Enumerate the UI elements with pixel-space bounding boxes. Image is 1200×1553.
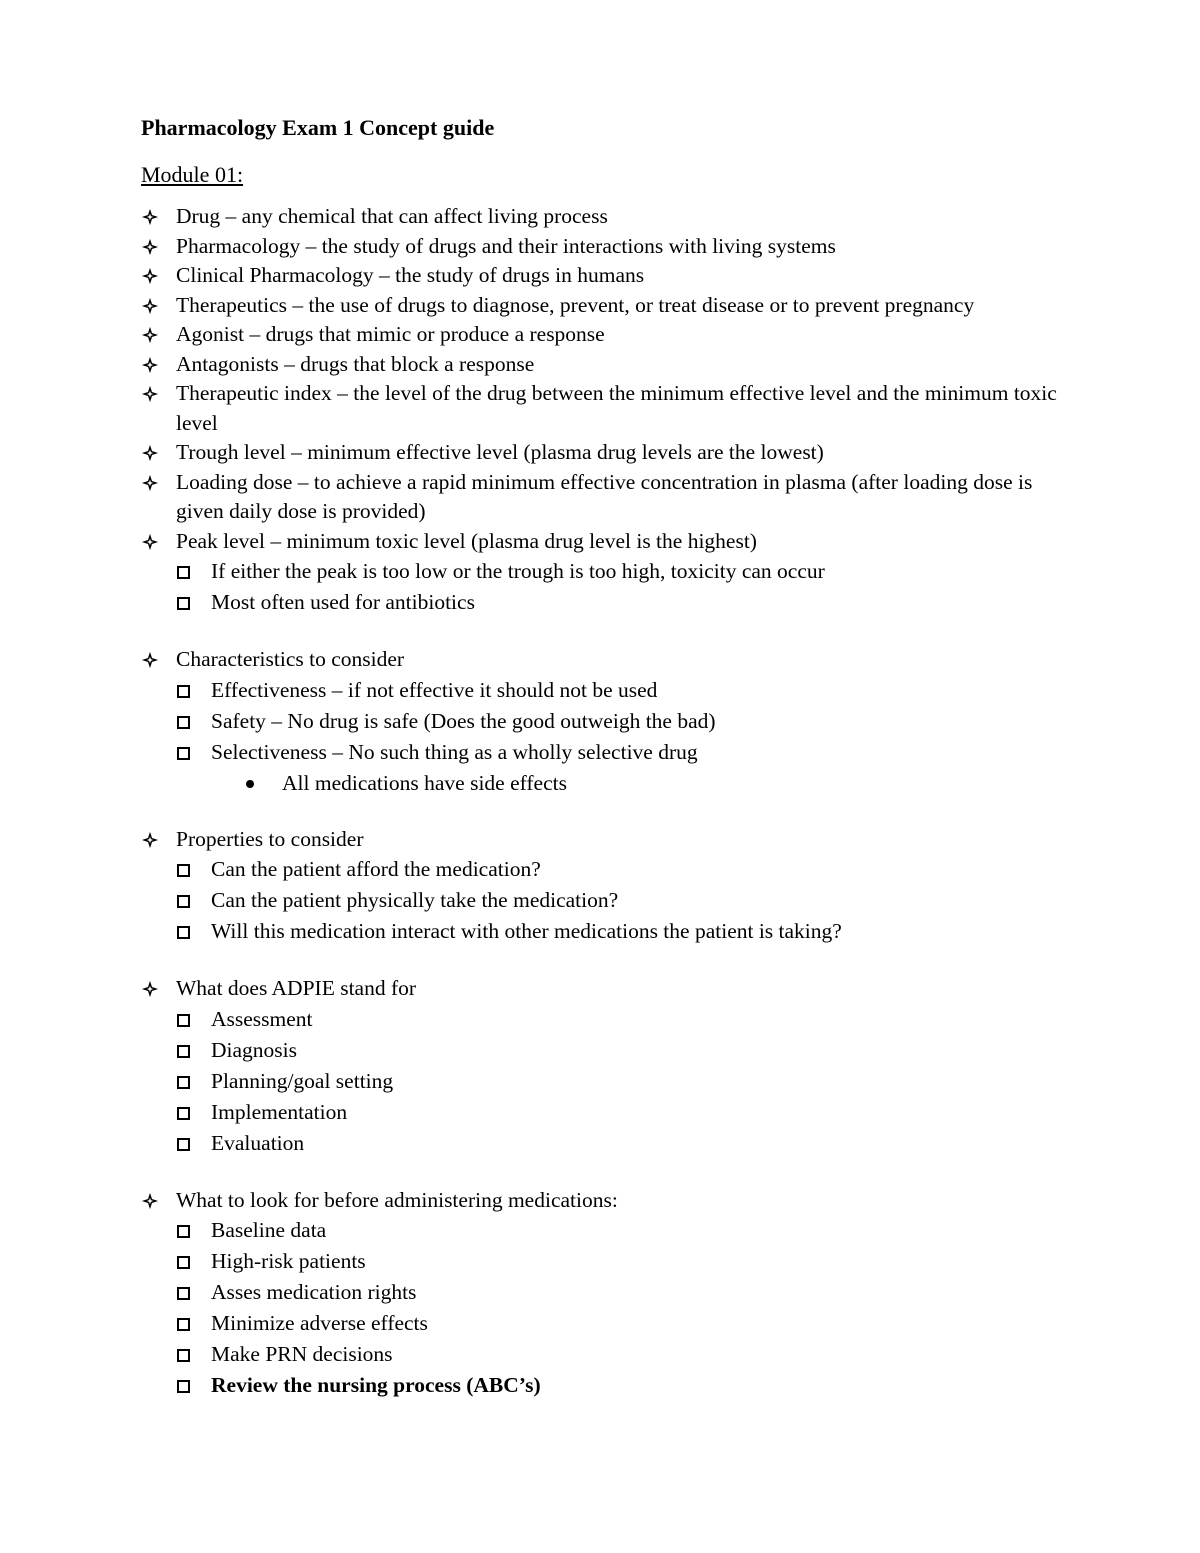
characteristics-section: [141, 645, 1081, 798]
sub-list-item: [141, 556, 1081, 587]
properties-section: [141, 825, 1081, 948]
sub-list-item: [141, 1097, 1081, 1128]
definition-text: Drug – any chemical that can affect living process: [176, 204, 608, 228]
list-item: [141, 468, 1081, 527]
sub-item-text: High-risk patients: [211, 1249, 366, 1273]
module-heading: Module 01:: [141, 162, 244, 187]
sub-item-text: Minimize adverse effects: [211, 1311, 428, 1335]
definitions-list: [141, 202, 1081, 618]
list-item: [141, 350, 1081, 380]
diamond-bullet-icon: [141, 202, 176, 232]
sub-sub-item-text: All medications have side effects: [282, 770, 567, 795]
section-heading-item: [141, 645, 1081, 675]
diamond-bullet-icon: [141, 320, 176, 350]
square-bullet-icon: [176, 1370, 211, 1401]
list-item: [141, 202, 1081, 232]
square-bullet-icon: [176, 854, 211, 885]
document-title: Pharmacology Exam 1 Concept guide: [141, 115, 495, 140]
adpie-section: [141, 974, 1081, 1159]
sub-item-text: Safety – No drug is safe (Does the good outweigh the bad): [211, 708, 716, 733]
list-item: [141, 291, 1081, 321]
square-bullet-icon: [176, 1004, 211, 1035]
sub-list-item: [141, 1215, 1081, 1246]
sub-list-item: [141, 675, 1081, 706]
sub-item-text: Most often used for antibiotics: [211, 590, 475, 614]
sub-item-text: Assessment: [211, 1006, 313, 1031]
sub-list-item: [141, 916, 1081, 947]
diamond-bullet-icon: [141, 350, 176, 380]
square-bullet-icon: [176, 916, 211, 947]
definition-text: Therapeutics – the use of drugs to diagnose, prevent, or treat disease or to prevent pregnancy: [176, 292, 975, 317]
sub-item-text: Make PRN decisions: [211, 1342, 393, 1366]
diamond-bullet-icon: [141, 468, 176, 498]
square-bullet-icon: [176, 1277, 211, 1308]
section-heading: What to look for before administering medications:: [176, 1187, 618, 1212]
definition-text: Pharmacology – the study of drugs and their interactions with living systems: [176, 233, 836, 258]
sub-list-item: [141, 1128, 1081, 1159]
sub-list-item: [141, 854, 1081, 885]
diamond-bullet-icon: [141, 645, 176, 675]
square-bullet-icon: [176, 587, 211, 618]
diamond-bullet-icon: [141, 438, 176, 468]
square-bullet-icon: [176, 556, 211, 587]
definition-text: Therapeutic index – the level of the drug between the minimum effective level and the minimum toxic level: [176, 381, 1057, 435]
square-bullet-icon: [176, 1035, 211, 1066]
list-item: [141, 527, 1081, 557]
sub-sub-list-item: [141, 768, 1081, 798]
definition-text: Peak level – minimum toxic level (plasma drug level is the highest): [176, 528, 757, 553]
list-item: [141, 232, 1081, 262]
list-item: [141, 379, 1081, 438]
square-bullet-icon: [176, 1215, 211, 1246]
sub-list-item: [141, 1035, 1081, 1066]
sub-list-item: [141, 1066, 1081, 1097]
sub-item-text: Asses medication rights: [211, 1280, 417, 1304]
bold-sub-item-text: Review the nursing process (ABC’s): [211, 1373, 541, 1397]
diamond-bullet-icon: [141, 261, 176, 291]
document-body: [141, 202, 1081, 1428]
square-bullet-icon: [176, 737, 211, 768]
sub-list-item: [141, 885, 1081, 916]
sub-item-text: Baseline data: [211, 1218, 327, 1242]
sub-item-text: Can the patient physically take the medication?: [211, 888, 619, 912]
definition-text: Antagonists – drugs that block a response: [176, 351, 535, 376]
sub-list-item: [141, 1246, 1081, 1277]
sub-item-text: Selectiveness – No such thing as a wholly selective drug: [211, 739, 698, 764]
sub-list-item: [141, 737, 1081, 768]
sub-item-text: Diagnosis: [211, 1037, 297, 1062]
list-item: [141, 320, 1081, 350]
sub-item-text: Will this medication interact with other medications the patient is taking?: [211, 919, 842, 943]
list-item: [141, 438, 1081, 468]
sub-item-text: Evaluation: [211, 1130, 305, 1155]
sub-list-item: [141, 587, 1081, 618]
sub-list-item: [141, 1308, 1081, 1339]
definition-text: Clinical Pharmacology – the study of drugs in humans: [176, 263, 645, 287]
section-heading: Characteristics to consider: [176, 647, 405, 671]
definition-text: Trough level – minimum effective level (plasma drug levels are the lowest): [176, 440, 824, 464]
sub-item-text: If either the peak is too low or the trough is too high, toxicity can occur: [211, 559, 825, 583]
square-bullet-icon: [176, 1308, 211, 1339]
diamond-bullet-icon: [141, 232, 176, 262]
sub-list-item: [141, 1370, 1081, 1401]
square-bullet-icon: [176, 1339, 211, 1370]
sub-list-item: [141, 1277, 1081, 1308]
diamond-bullet-icon: [141, 379, 176, 409]
diamond-bullet-icon: [141, 1186, 176, 1216]
diamond-bullet-icon: [141, 527, 176, 557]
square-bullet-icon: [176, 706, 211, 737]
sub-item-text: Effectiveness – if not effective it should not be used: [211, 677, 658, 702]
section-heading-item: [141, 974, 1081, 1004]
sub-item-text: Planning/goal setting: [211, 1068, 394, 1093]
before-administering-section: [141, 1186, 1081, 1402]
square-bullet-icon: [176, 1066, 211, 1097]
diamond-bullet-icon: [141, 825, 176, 855]
square-bullet-icon: [176, 1246, 211, 1277]
sub-list-item: [141, 1339, 1081, 1370]
definition-text: Loading dose – to achieve a rapid minimum effective concentration in plasma (after loading dose is given daily dose is provided): [176, 469, 1033, 523]
square-bullet-icon: [176, 1097, 211, 1128]
section-heading: Properties to consider: [176, 826, 364, 851]
section-heading-item: [141, 1186, 1081, 1216]
definition-text: Agonist – drugs that mimic or produce a response: [176, 322, 605, 346]
dot-bullet-icon: [244, 768, 282, 798]
sub-item-text: Can the patient afford the medication?: [211, 857, 541, 881]
section-heading: What does ADPIE stand for: [176, 976, 417, 1000]
sub-list-item: [141, 706, 1081, 737]
square-bullet-icon: [176, 675, 211, 706]
diamond-bullet-icon: [141, 291, 176, 321]
list-item: [141, 261, 1081, 291]
sub-list-item: [141, 1004, 1081, 1035]
sub-item-text: Implementation: [211, 1099, 348, 1124]
square-bullet-icon: [176, 1128, 211, 1159]
square-bullet-icon: [176, 885, 211, 916]
diamond-bullet-icon: [141, 974, 176, 1004]
section-heading-item: [141, 825, 1081, 855]
